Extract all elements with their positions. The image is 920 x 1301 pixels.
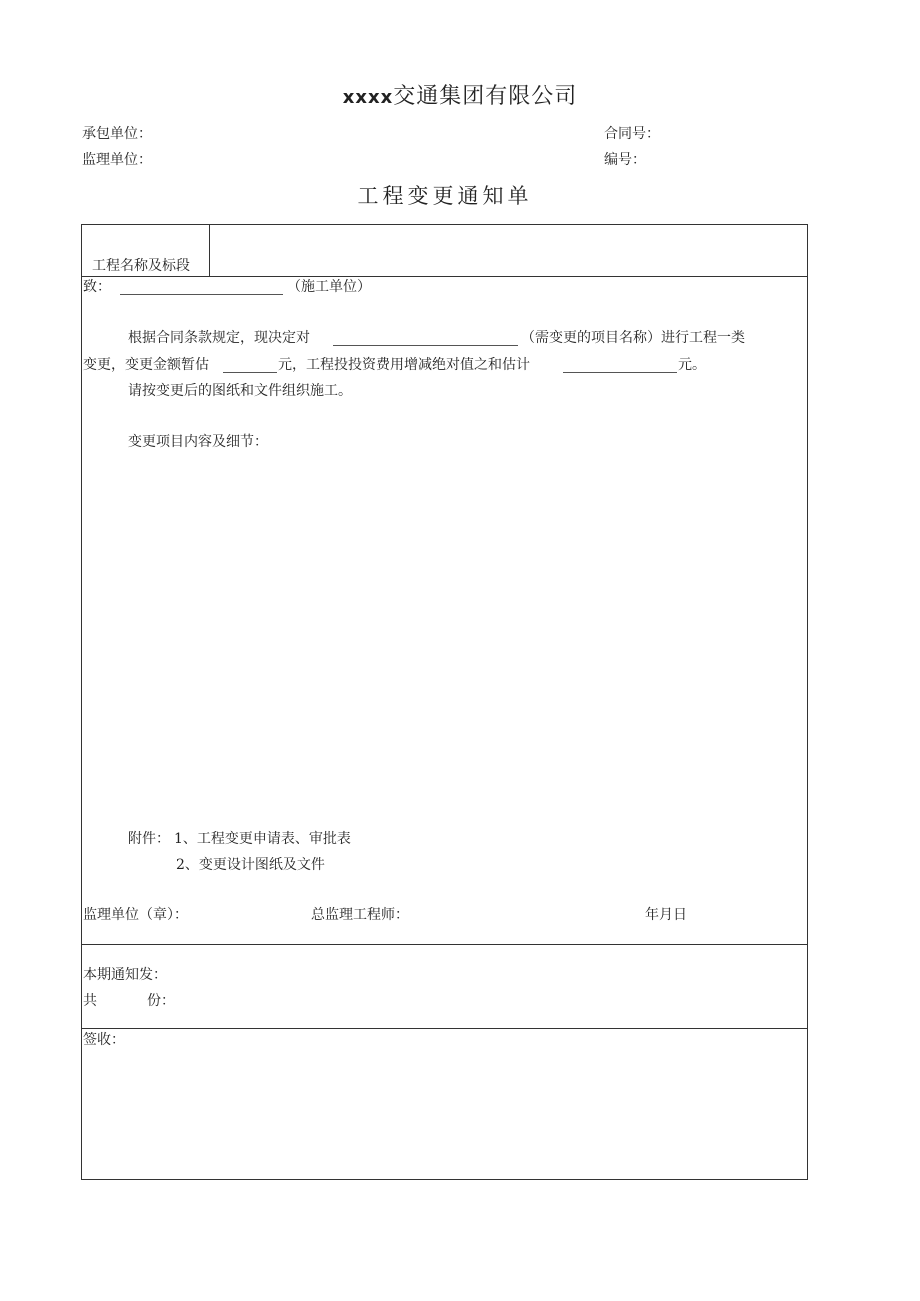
table-border-top (81, 224, 808, 225)
para2-part3: 元。 (678, 357, 706, 373)
change-amount-blank[interactable] (223, 360, 277, 373)
attachments-label: 附件： (128, 831, 170, 847)
copies-label-1: 共 (83, 993, 97, 1009)
contract-no-label: 合同号： (604, 126, 660, 142)
row-divider-1 (81, 276, 808, 277)
contractor-name-blank[interactable] (120, 282, 283, 295)
para3: 请按变更后的图纸和文件组织施工。 (128, 383, 352, 399)
table-border-bottom (81, 1179, 808, 1180)
copies-label-2: 份： (147, 993, 175, 1009)
details-label: 变更项目内容及细节： (128, 434, 268, 450)
project-name-field[interactable] (214, 236, 802, 272)
project-name-label: 工程名称及标段 (92, 258, 190, 274)
para2-part2: 元，工程投投资费用增减绝对值之和估计 (278, 357, 530, 373)
row-divider-3 (81, 1028, 808, 1029)
distribution-label: 本期通知发： (83, 967, 167, 983)
para1-part1: 根据合同条款规定，现决定对 (128, 330, 310, 346)
form-title: 工程变更通知单 (357, 184, 533, 208)
para2-part1: 变更，变更金额暂估 (83, 357, 209, 373)
company-prefix: xxxx (342, 87, 394, 108)
date-label: 年月日 (645, 907, 687, 923)
estimate-amount-blank[interactable] (563, 360, 677, 373)
serial-no-label: 编号： (604, 152, 646, 168)
project-item-blank[interactable] (333, 333, 518, 346)
to-suffix: （施工单位） (287, 279, 371, 295)
table-border-left (81, 224, 82, 1180)
supervisor-seal-label: 监理单位（章）： (83, 907, 188, 923)
attachment-1: 1、工程变更申请表、审批表 (174, 831, 351, 847)
contractor-label: 承包单位： (82, 126, 152, 142)
signature-label: 签收： (83, 1032, 125, 1048)
project-name-divider (209, 224, 210, 276)
table-border-right (807, 224, 808, 1180)
company-title (0, 86, 920, 108)
supervisor-label: 监理单位： (82, 152, 152, 168)
row-divider-2 (81, 944, 808, 945)
details-area[interactable] (128, 458, 798, 818)
chief-engineer-label: 总监理工程师： (311, 907, 409, 923)
para1-part2: （需变更的项目名称）进行工程一类 (521, 330, 745, 346)
company-name: 交通集团有限公司 (393, 84, 578, 109)
to-label: 致： (83, 279, 111, 295)
attachment-2: 2、变更设计图纸及文件 (176, 857, 325, 873)
signature-area[interactable] (83, 1056, 803, 1174)
